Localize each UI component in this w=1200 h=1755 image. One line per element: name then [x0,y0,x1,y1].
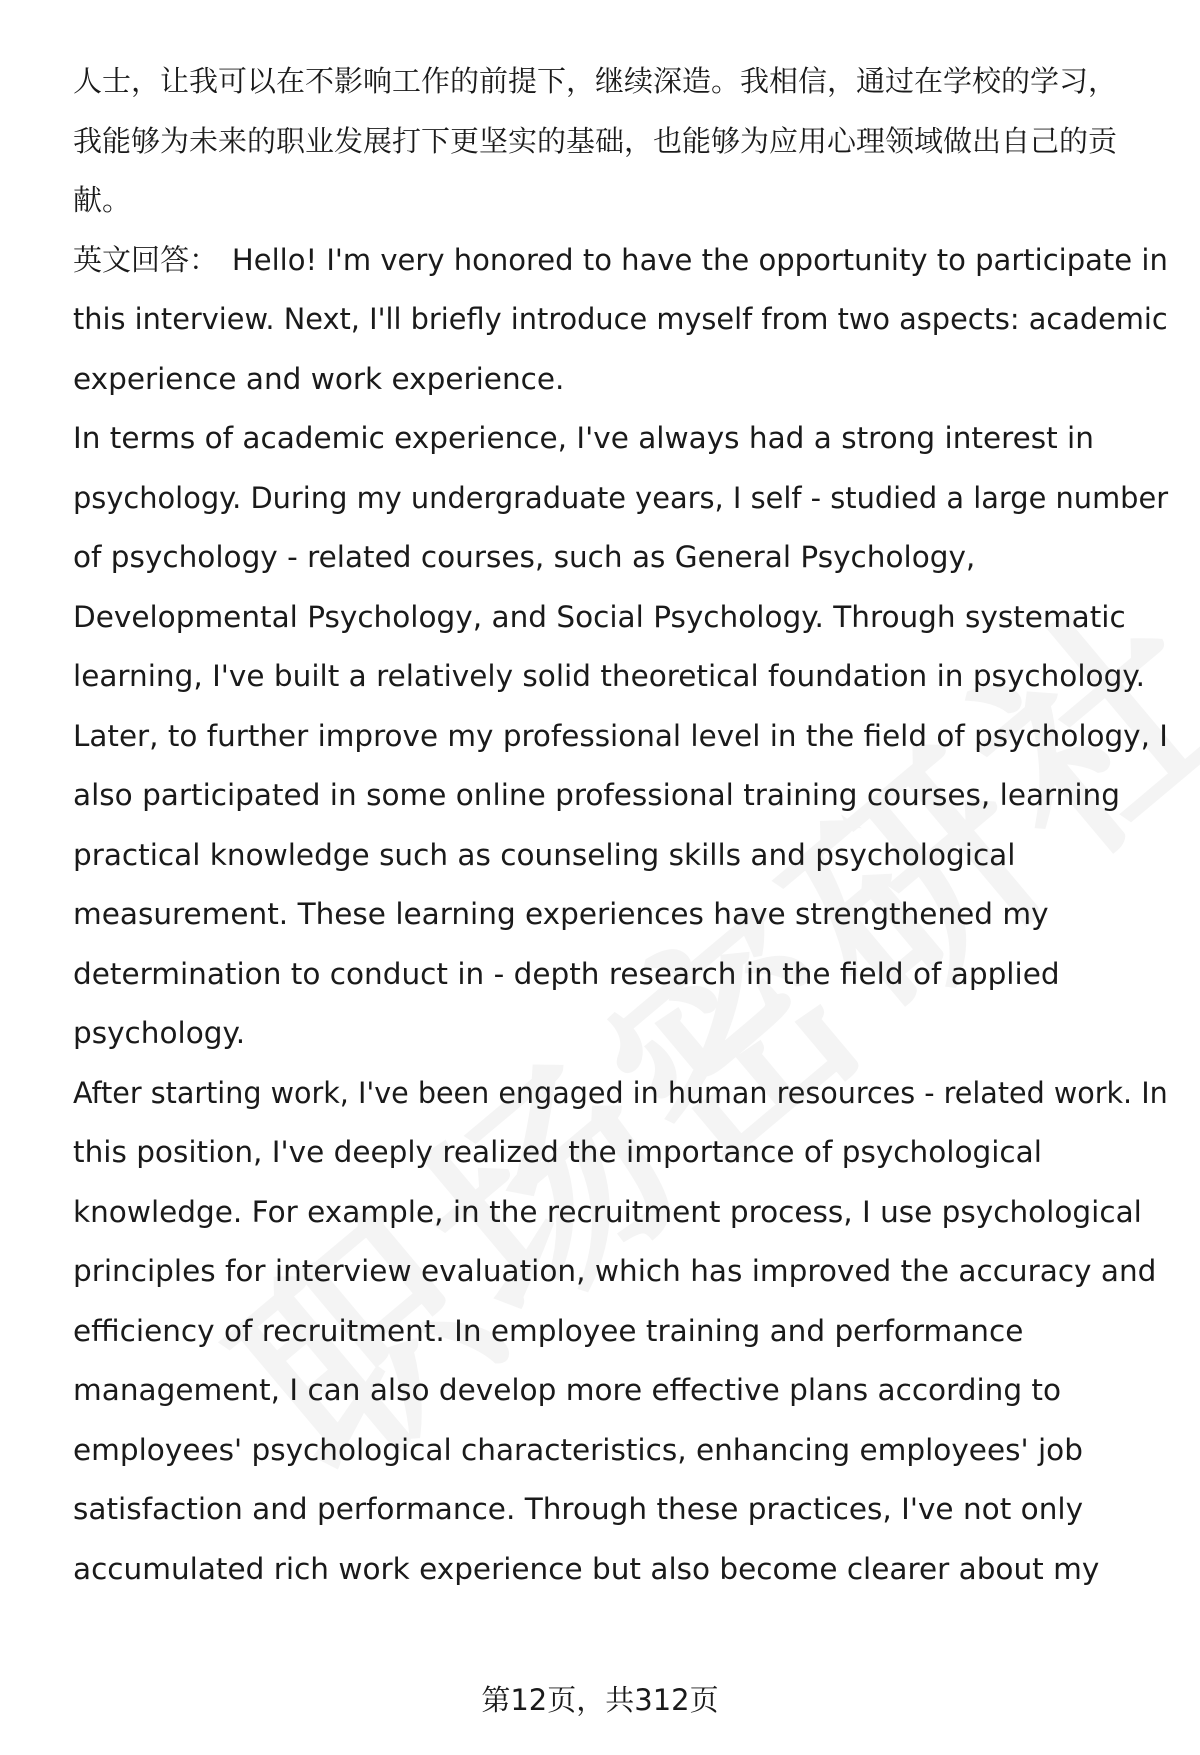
page-number-footer: 第12页，共312页 [481,1683,719,1717]
text-line: accumulated rich work experience but also become clearer about my [73,1551,1100,1586]
text-line: also participated in some online professional training courses, learning [73,778,1120,812]
text-line: employees' psychological characteristics, enhancing employees' job [73,1432,1083,1467]
text-line: management, I can also develop more effective plans according to [73,1373,1062,1407]
english-answer-label: 英文回答： [73,242,219,277]
text-line: principles for interview evaluation, which has improved the accuracy and [73,1254,1157,1288]
work-experience-paragraph [73,1064,1168,1600]
text-line: 我能够为未来的职业发展打下更坚实的基础，也能够为应用心理领域做出自己的贡 [73,123,1118,158]
text-line: satisfaction and performance. Through these practices, I've not only [73,1492,1084,1526]
text-line: 人士，让我可以在不影响工作的前提下，继续深造。我相信，通过在学校的学习， [73,64,1118,98]
text-line: 献。 [73,183,132,217]
text-line: determination to conduct in - depth research in the field of applied [73,956,1060,991]
text-line: measurement. These learning experiences have strengthened my [73,897,1049,931]
text-line: knowledge. For example, in the recruitment process, I use psychological [73,1194,1142,1229]
english-intro-paragraph [73,231,1168,410]
text-line: In terms of academic experience, I've always had a strong interest in [73,421,1094,455]
text-line-content: Hello! I'm very honored to have the opportunity to participate in [231,242,1168,277]
text-line: Developmental Psychology, and Social Psychology. Through systematic [73,599,1126,634]
text-line: this position, I've deeply realized the importance of psychological [73,1135,1042,1169]
text-line: experience and work experience. [73,361,565,396]
text-line: this interview. Next, I'll briefly introduce myself from two aspects: academic [73,302,1168,336]
page-content [73,52,1169,1599]
academic-experience-paragraph [73,409,1169,1064]
chinese-continuation-paragraph [73,52,1163,231]
text-line: practical knowledge such as counseling skills and psychological [73,837,1016,872]
text-line: psychology. During my undergraduate years, I self - studied a large number [73,480,1169,515]
text-line: of psychology - related courses, such as General Psychology, [73,540,976,574]
text-line [73,231,1168,291]
text-line: psychology. [73,1016,246,1050]
text-line: Later, to further improve my professional level in the field of psychology, I [73,718,1168,753]
text-line: learning, I've built a relatively solid theoretical foundation in psychology. [73,659,1145,693]
text-line: efficiency of recruitment. In employee training and performance [73,1313,1024,1348]
text-line: After starting work, I've been engaged in human resources - related work. In [73,1075,1168,1110]
